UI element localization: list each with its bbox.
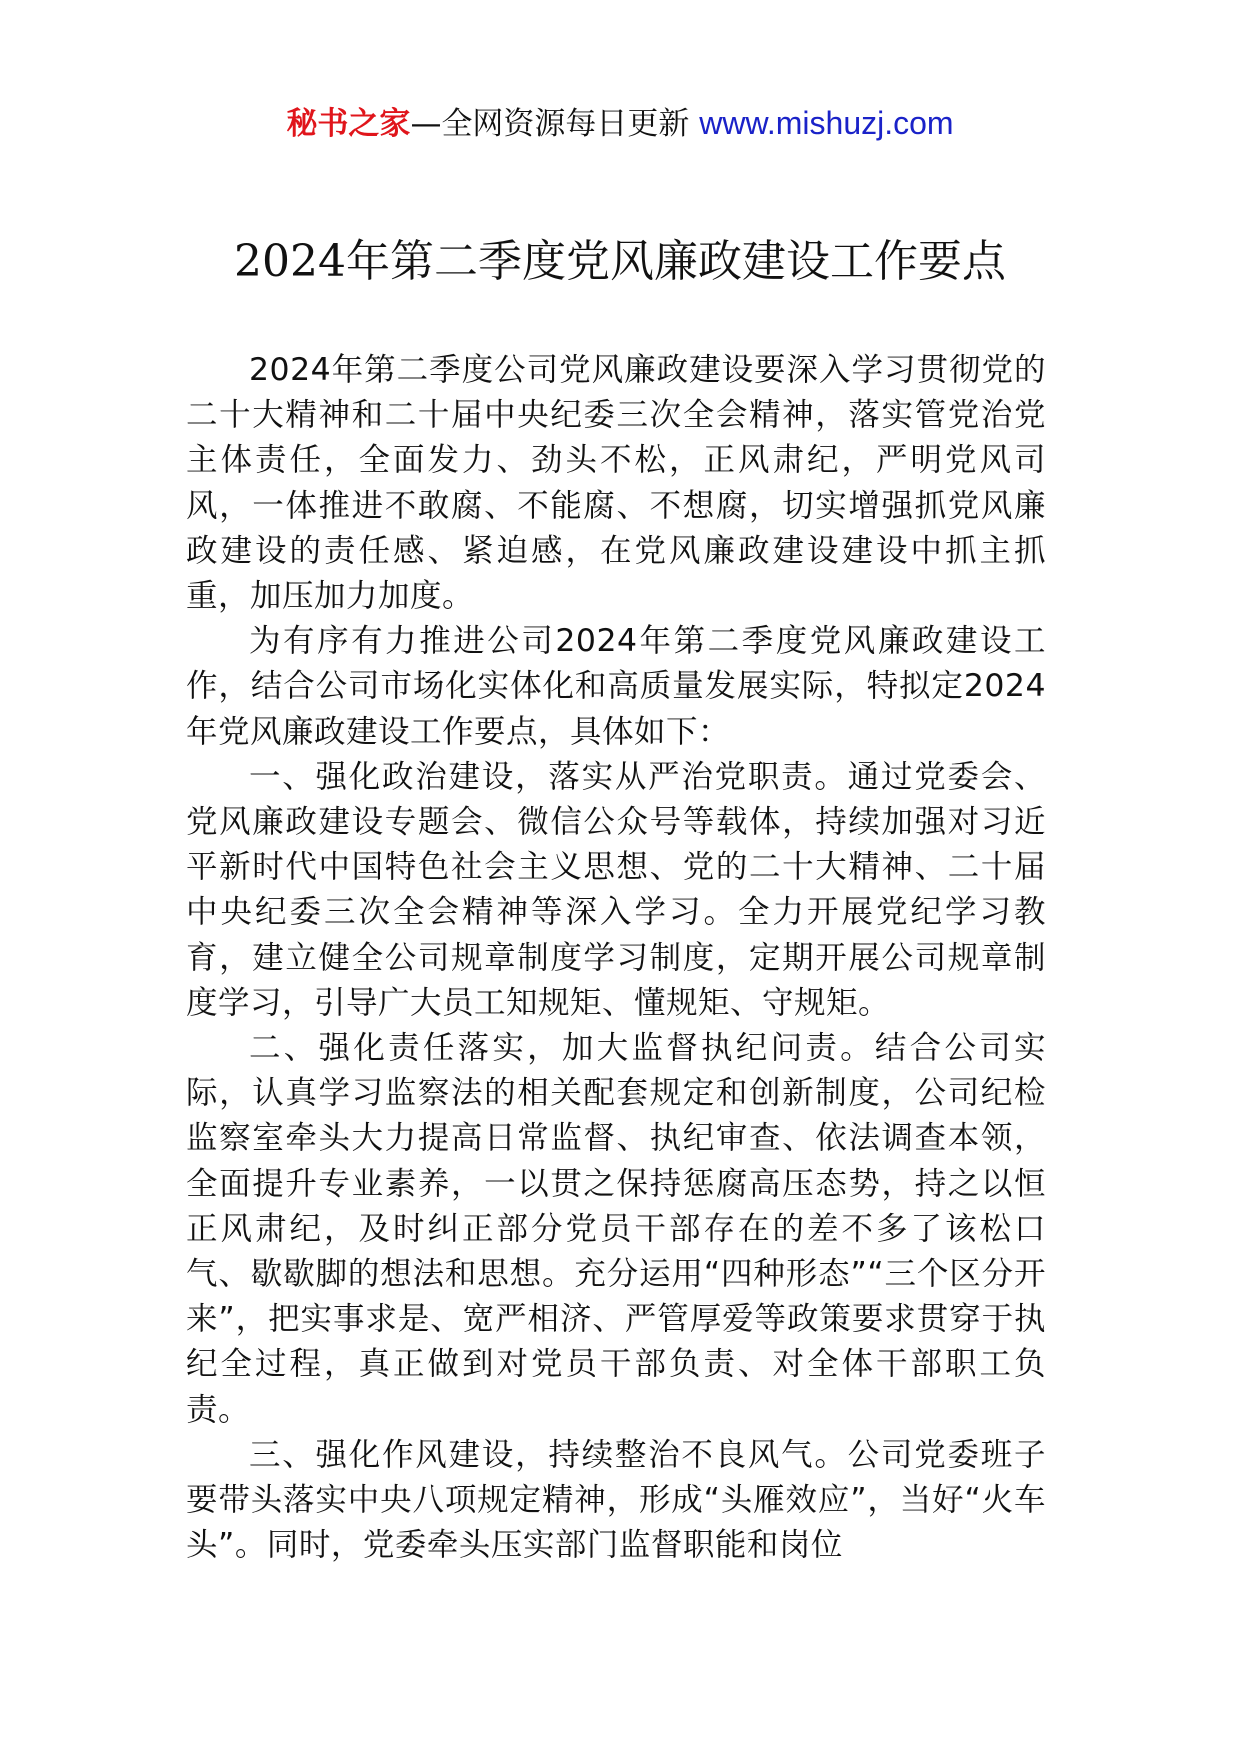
paragraph-intro: 2024年第二季度公司党风廉政建设要深入学习贯彻党的二十大精神和二十届中央纪委三次全会精神，落实管党治党主体责任，全面发力、劲头不松，正风肃纪，严明党风司风，一体推进不敢腐、不能腐、不想腐，切实增强抓党风廉政建设的责任感、紧迫感，在党风廉政建设建设中抓主抓重，加压加力加度。 <box>186 352 1046 615</box>
document-title: 2024年第二季度党风廉政建设工作要点 <box>234 236 1006 287</box>
document-body <box>186 348 1046 1568</box>
paragraph-section-2: 二、强化责任落实，加大监督执纪问责。结合公司实际，认真学习监察法的相关配套规定和创新制度，公司纪检监察室牵头大力提高日常监督、执纪审查、依法调查本领，全面提升专业素养，一以贯之保持惩腐高压态势，持之以恒正风肃纪，及时纠正部分党员干部存在的差不多了该松口气、歇歇脚的想法和思想。充分运用“四种形态”“三个区分开来”，把实事求是、宽严相济、严管厚爱等政策要求贯穿于执纪全过程，真正做到对党员干部负责、对全体干部职工负责。 <box>186 1030 1046 1428</box>
banner-site-link[interactable]: www.mishuzj.com <box>699 105 954 141</box>
paragraph-section-3: 三、强化作风建设，持续整治不良风气。公司党委班子要带头落实中央八项规定精神，形成“头雁效应”，当好“火车头”。同时，党委牵头压实部门监督职能和岗位 <box>186 1436 1046 1564</box>
paragraph-purpose: 为有序有力推进公司2024年第二季度党风廉政建设工作，结合公司市场化实体化和高质量发展实际，特拟定2024年党风廉政建设工作要点，具体如下： <box>186 623 1046 750</box>
watermark-banner <box>0 100 1240 147</box>
banner-brand: 秘书之家 <box>286 106 411 142</box>
banner-tagline: —全网资源每日更新 <box>410 106 690 142</box>
paragraph-section-1: 一、强化政治建设，落实从严治党职责。通过党委会、党风廉政建设专题会、微信公众号等载体，持续加强对习近平新时代中国特色社会主义思想、党的二十大精神、二十届中央纪委三次全会精神等深入学习。全力开展党纪学习教育，建立健全公司规章制度学习制度，定期开展公司规章制度学习，引导广大员工知规矩、懂规矩、守规矩。 <box>186 758 1046 1021</box>
